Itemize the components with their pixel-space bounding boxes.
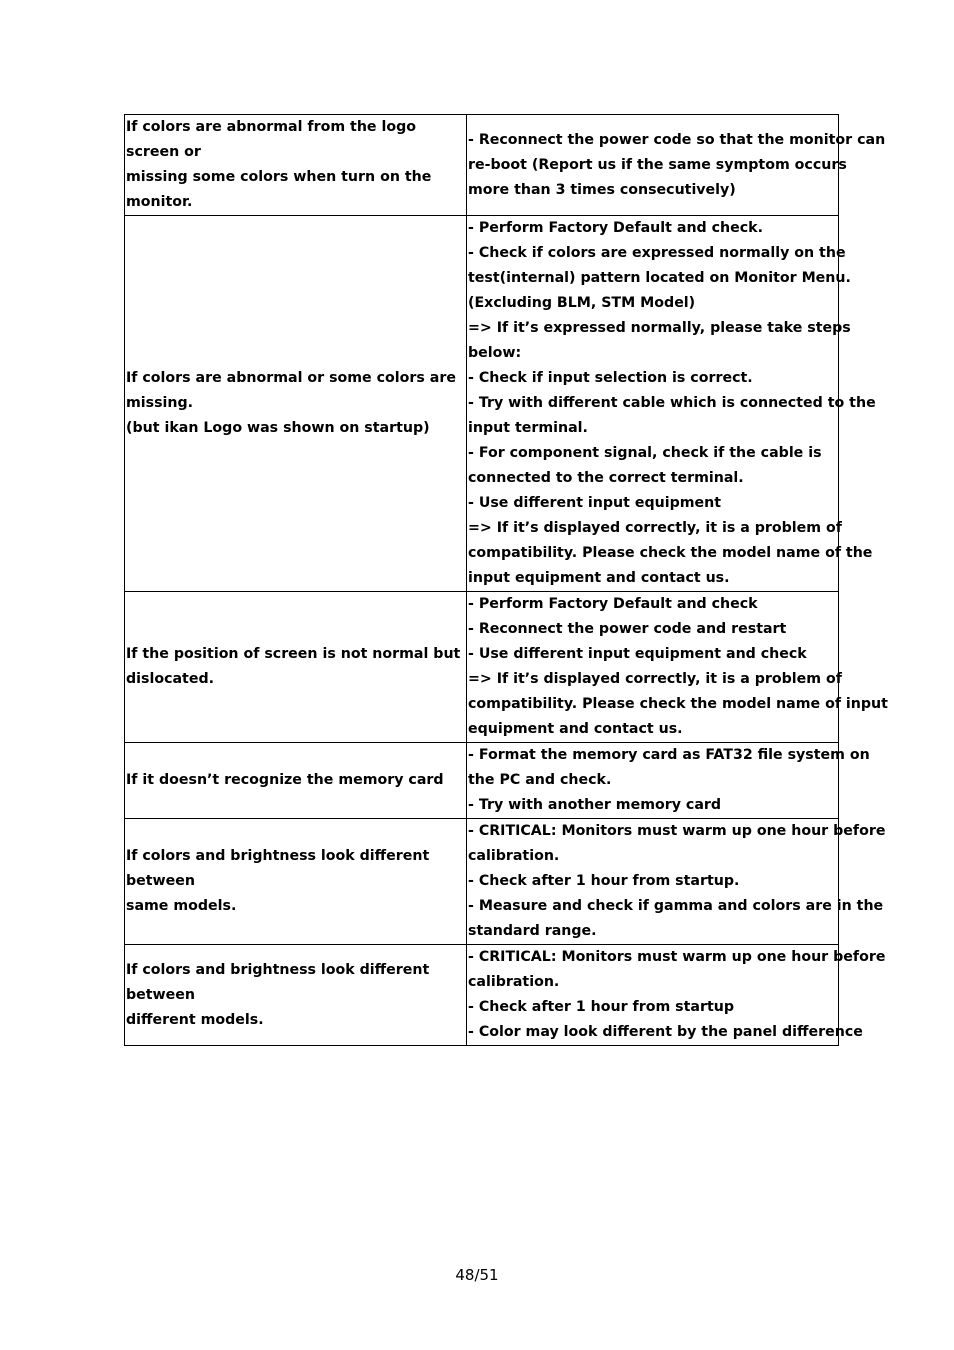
- solution-cell: [467, 945, 886, 1046]
- solution-line: - Check if colors are expressed normally on the: [468, 245, 846, 261]
- symptom-line: missing.: [126, 395, 194, 411]
- solution-line: - Check if input selection is correct.: [468, 370, 753, 386]
- symptom-cell: [125, 743, 467, 819]
- solution-line: re-boot (Report us if the same symptom occurs: [468, 156, 847, 173]
- symptom-line: If colors are abnormal from the logo screen or: [126, 119, 416, 160]
- table-row: [125, 592, 839, 743]
- solution-line: - Try with another memory card: [468, 797, 722, 813]
- solution-line: - Perform Factory Default and check: [468, 596, 758, 612]
- symptom-cell: [125, 819, 467, 945]
- solution-cell: [467, 216, 876, 592]
- solution-line: - Reconnect the power code so that the monitor can: [468, 131, 886, 148]
- symptom-line: If colors and brightness look different between: [126, 848, 430, 889]
- solution-line: (Excluding BLM, STM Model): [468, 295, 696, 311]
- solution-line: connected to the correct terminal.: [468, 470, 744, 486]
- solution-line: - Try with different cable which is connected to the: [468, 395, 876, 411]
- solution-line: compatibility. Please check the model name of the: [468, 545, 873, 561]
- solution-line: - Reconnect the power code and restart: [468, 621, 787, 637]
- solution-line: calibration.: [468, 974, 560, 990]
- solution-line: equipment and contact us.: [468, 721, 683, 737]
- solution-cell: [467, 819, 886, 945]
- symptom-cell: [125, 592, 467, 743]
- solution-line: input terminal.: [468, 420, 588, 436]
- solution-cell: [467, 115, 886, 216]
- solution-line: - For component signal, check if the cable is: [468, 445, 822, 461]
- page-number: 48/51: [455, 1266, 499, 1284]
- solution-line: calibration.: [468, 848, 560, 864]
- solution-line: compatibility. Please check the model name of input: [468, 696, 888, 712]
- solution-line: - Check after 1 hour from startup.: [468, 873, 740, 889]
- solution-line: - Check after 1 hour from startup: [468, 999, 735, 1015]
- symptom-line: If the position of screen is not normal but: [126, 646, 461, 662]
- symptom-line: different models.: [126, 1011, 264, 1028]
- solution-line: - CRITICAL: Monitors must warm up one hour before: [468, 823, 886, 839]
- table-row: [125, 819, 839, 945]
- solution-line: - Measure and check if gamma and colors are in the: [468, 898, 884, 914]
- symptom-line: (but ikan Logo was shown on startup): [126, 420, 430, 436]
- solution-line: the PC and check.: [468, 772, 612, 788]
- solution-line: - CRITICAL: Monitors must warm up one hour before: [468, 949, 886, 965]
- solution-line: - Format the memory card as FAT32 file system on: [468, 747, 870, 763]
- solution-line: below:: [468, 345, 522, 361]
- solution-line: - Use different input equipment: [468, 495, 722, 511]
- symptom-cell: [125, 945, 467, 1046]
- symptom-cell: [125, 115, 467, 216]
- solution-line: input equipment and contact us.: [468, 570, 730, 586]
- table-row: [125, 945, 839, 1046]
- table-row: [125, 743, 839, 819]
- symptom-line: If colors and brightness look different between: [126, 961, 430, 1003]
- solution-line: => If it’s displayed correctly, it is a problem of: [468, 520, 842, 536]
- solution-cell: [467, 743, 870, 819]
- solution-line: more than 3 times consecutively): [468, 181, 736, 198]
- symptom-line: dislocated.: [126, 671, 215, 687]
- solution-line: test(internal) pattern located on Monitor Menu.: [468, 270, 851, 286]
- table-row: [125, 216, 839, 592]
- solution-cell: [467, 592, 888, 743]
- solution-line: - Use different input equipment and check: [468, 646, 807, 662]
- troubleshooting-table: [124, 114, 888, 1046]
- solution-line: standard range.: [468, 923, 597, 939]
- symptom-line: missing some colors when turn on the monitor.: [126, 169, 432, 210]
- solution-line: - Perform Factory Default and check.: [468, 220, 764, 236]
- solution-line: => If it’s displayed correctly, it is a problem of: [468, 671, 842, 687]
- solution-line: - Color may look different by the panel difference: [468, 1024, 863, 1040]
- symptom-line: If colors are abnormal or some colors are: [126, 370, 456, 386]
- symptom-line: same models.: [126, 898, 237, 914]
- symptom-line: If it doesn’t recognize the memory card: [126, 772, 444, 788]
- solution-line: => If it’s expressed normally, please take steps: [468, 320, 851, 336]
- symptom-cell: [125, 216, 467, 592]
- table-row: [125, 115, 839, 216]
